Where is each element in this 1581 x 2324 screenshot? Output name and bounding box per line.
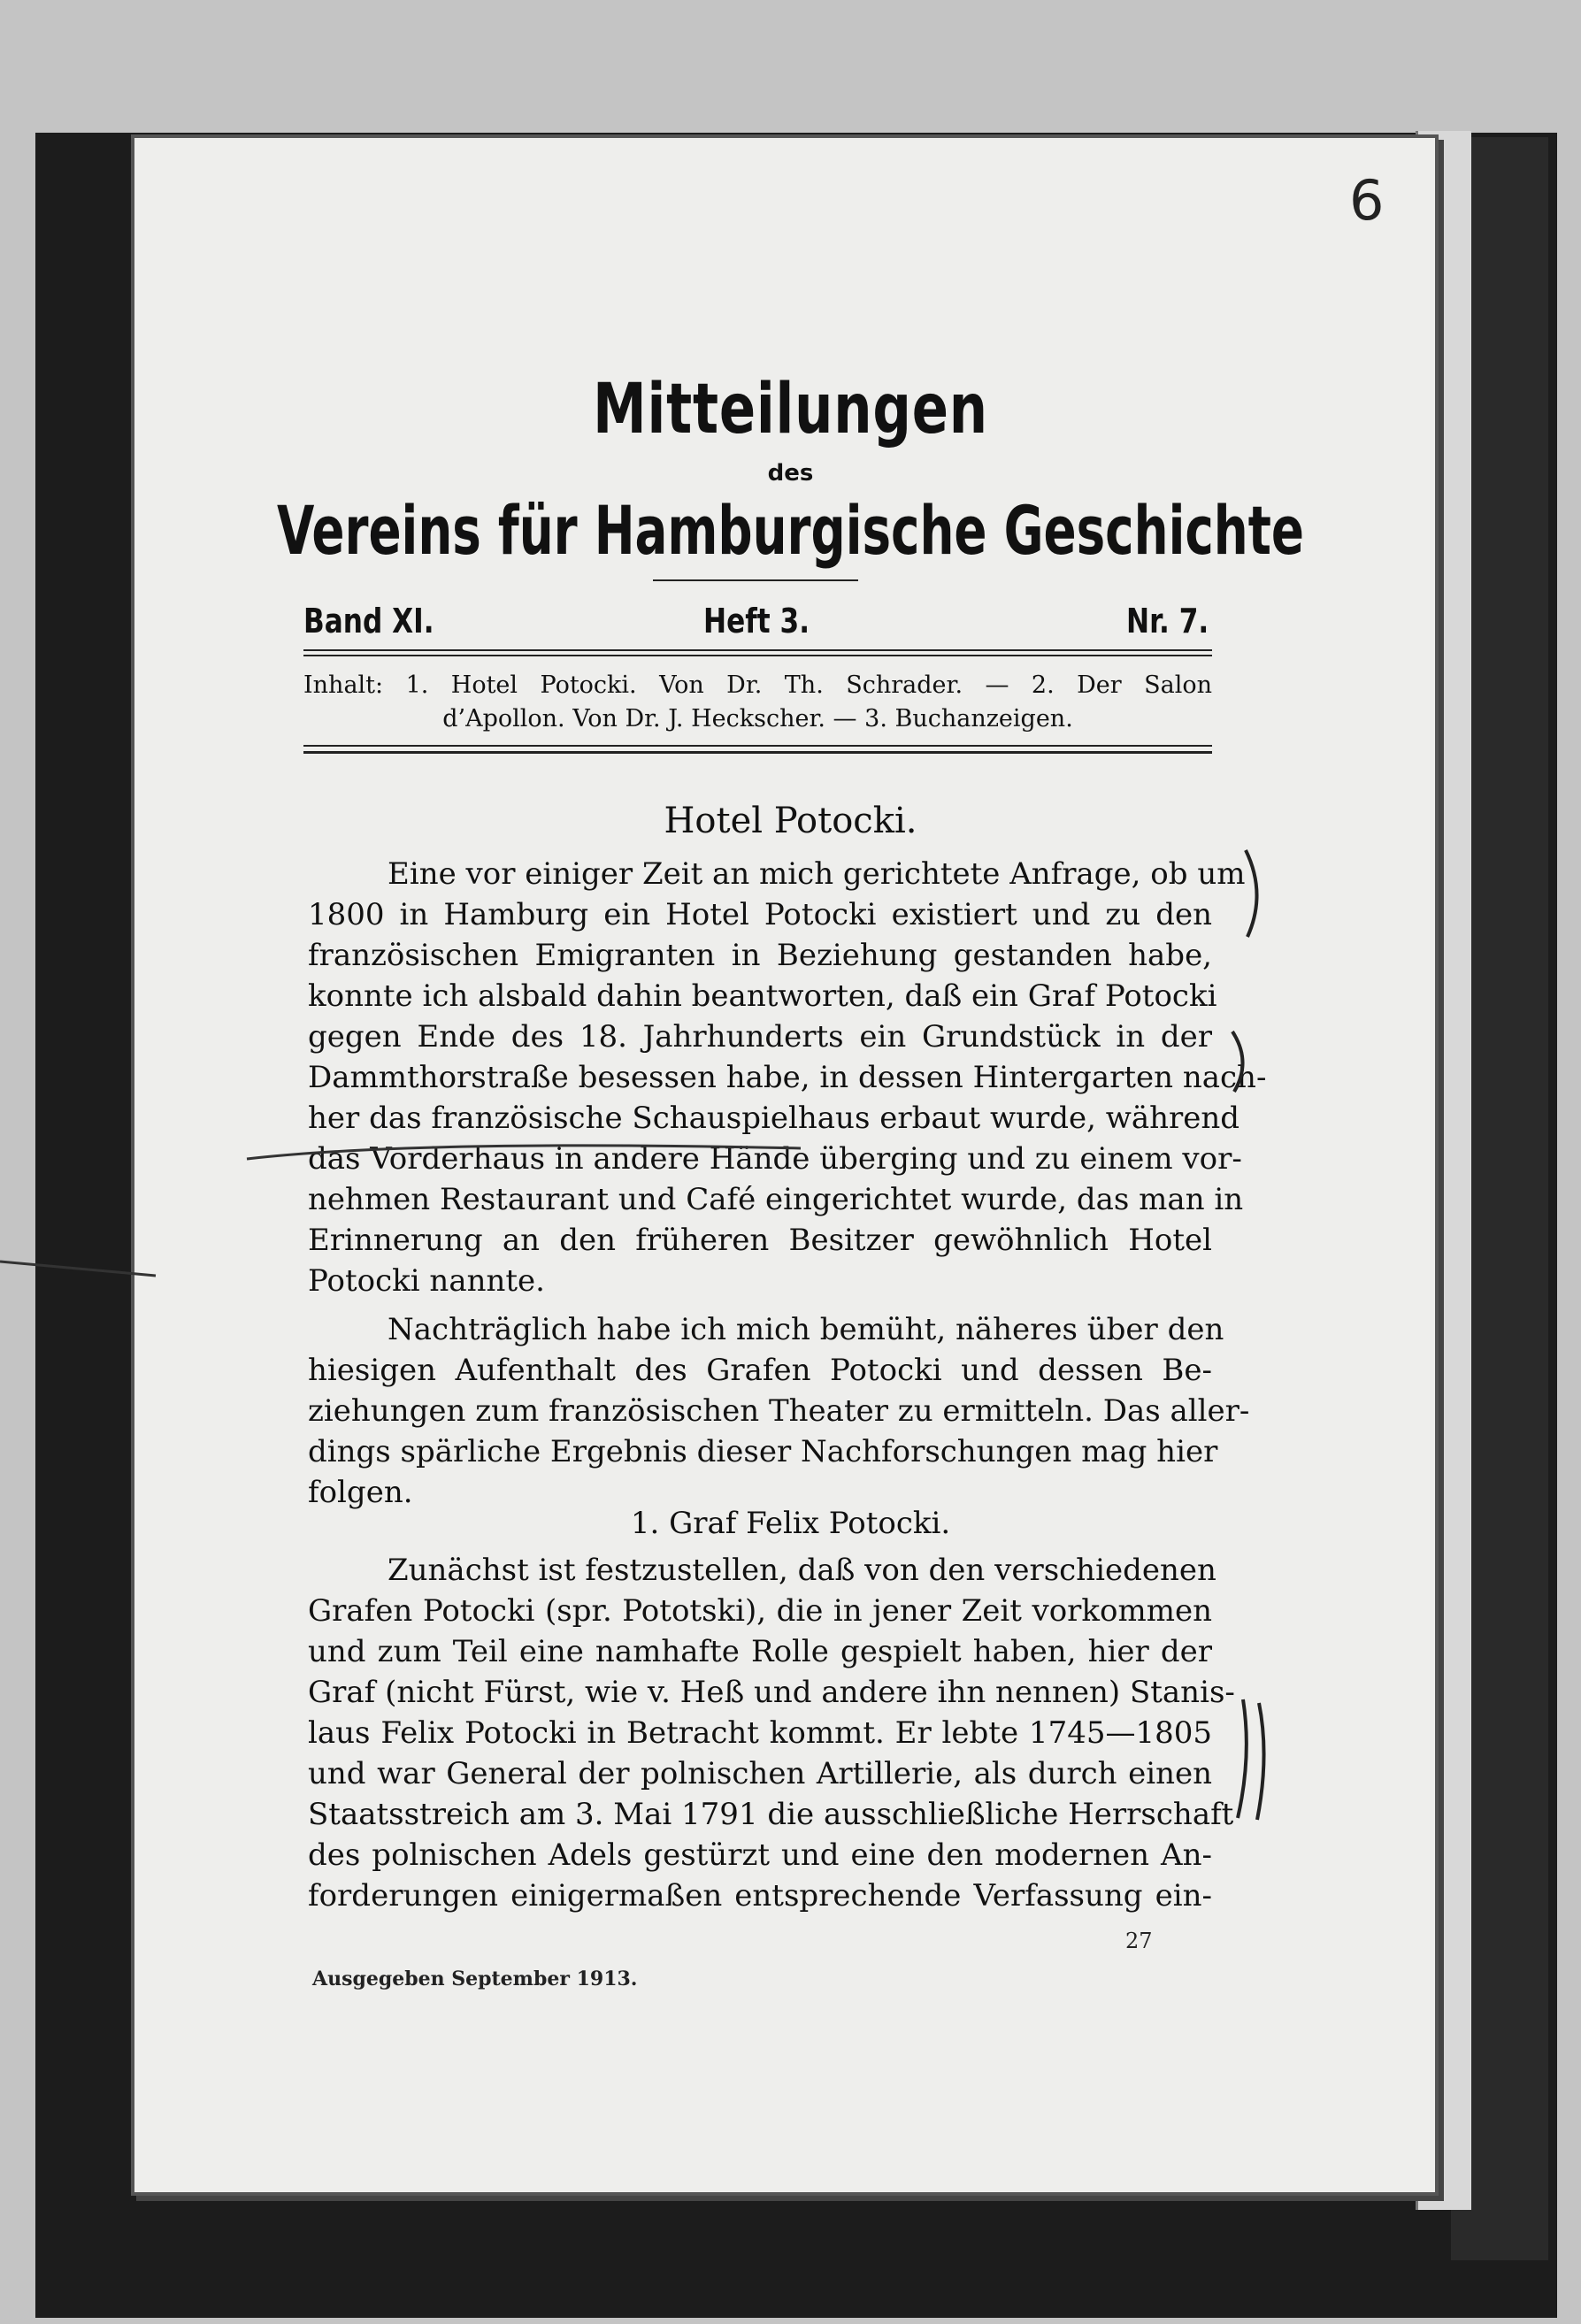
article-title: Hotel Potocki. bbox=[664, 801, 917, 841]
margin-double-line-mark bbox=[1225, 1694, 1278, 1827]
text-line: forderungen einigermaßen entsprechende Verfassung ein- bbox=[308, 1878, 1212, 1914]
table-of-contents bbox=[303, 669, 1212, 736]
text-line: hiesigen Aufenthalt des Grafen Potocki und dessen Be- bbox=[308, 1353, 1212, 1388]
issue-heft: Heft 3. bbox=[703, 602, 810, 640]
margin-bracket-mark bbox=[1225, 1026, 1261, 1097]
text-line: Grafen Potocki (spr. Pototski), die in jener Zeit vorkommen bbox=[308, 1593, 1212, 1629]
margin-bracket-mark bbox=[1239, 845, 1274, 942]
contents-rule-top-2 bbox=[303, 655, 1212, 656]
contents-rule-top-1 bbox=[303, 649, 1212, 651]
text-line: Erinnerung an den früheren Besitzer gewöhnlich Hotel bbox=[308, 1223, 1212, 1258]
issue-number: Nr. 7. bbox=[1126, 602, 1209, 640]
handwritten-page-number: 6 bbox=[1349, 168, 1385, 233]
text-line: des polnischen Adels gestürzt und eine den modernen An- bbox=[308, 1837, 1212, 1873]
section-title: 1. Graf Felix Potocki. bbox=[630, 1506, 951, 1541]
text-line: Eine vor einiger Zeit an mich gerichtete Anfrage, ob um bbox=[388, 856, 1246, 892]
text-line: französischen Emigranten in Beziehung gestanden habe, bbox=[308, 938, 1212, 973]
text-line: nehmen Restaurant und Café eingerichtet wurde, das man in bbox=[308, 1182, 1244, 1217]
contents-rule-bottom-1 bbox=[303, 745, 1212, 747]
text-line: laus Felix Potocki in Betracht kommt. Er lebte 1745—1805 bbox=[308, 1715, 1212, 1751]
text-line: Dammthorstraße besessen habe, in dessen Hintergarten nach- bbox=[308, 1060, 1267, 1095]
paragraph-1 bbox=[308, 854, 1267, 1301]
paragraph-2 bbox=[308, 1309, 1250, 1513]
text-line: und war General der polnischen Artillerie, als durch einen bbox=[308, 1756, 1212, 1791]
text-line: Zunächst ist festzustellen, daß von den verschiedenen bbox=[388, 1553, 1216, 1588]
masthead-title: Mitteilungen bbox=[593, 370, 988, 449]
masthead-rule bbox=[653, 579, 858, 581]
text-line: gegen Ende des 18. Jahrhunderts ein Grundstück in der bbox=[308, 1019, 1212, 1055]
text-line: her das französische Schauspielhaus erbaut wurde, während bbox=[308, 1101, 1240, 1136]
text-line: Potocki nannte. bbox=[308, 1263, 545, 1299]
masthead-subtitle: Vereins für Hamburgische Geschichte bbox=[276, 491, 1304, 570]
text-line: Graf (nicht Fürst, wie v. Heß und andere ihn nennen) Stanis- bbox=[308, 1675, 1235, 1710]
paragraph-3 bbox=[308, 1550, 1235, 1916]
text-line: dings spärliche Ergebnis dieser Nachforschungen mag hier bbox=[308, 1434, 1218, 1469]
printed-page-number: 27 bbox=[1125, 1929, 1153, 1953]
text-line: Nachträglich habe ich mich bemüht, näheres über den bbox=[388, 1312, 1224, 1347]
text-line: und zum Teil eine namhafte Rolle gespielt haben, hier der bbox=[308, 1634, 1212, 1669]
masthead-connector: des bbox=[767, 460, 814, 487]
contents-line-1: Inhalt: 1. Hotel Potocki. Von Dr. Th. Schrader. — 2. Der Salon bbox=[303, 671, 1212, 699]
text-line: Staatsstreich am 3. Mai 1791 die ausschließliche Herrschaft bbox=[308, 1797, 1234, 1832]
pencil-underline-mark bbox=[243, 1132, 810, 1168]
text-line: konnte ich alsbald dahin beantworten, daß ein Graf Potocki bbox=[308, 978, 1217, 1014]
issue-band: Band XI. bbox=[303, 602, 434, 640]
publication-date: Ausgegeben September 1913. bbox=[312, 1967, 638, 1990]
contents-line-2: d’Apollon. Von Dr. J. Heckscher. — 3. Buchanzeigen. bbox=[442, 705, 1073, 732]
contents-rule-bottom-2 bbox=[303, 751, 1212, 754]
pencil-margin-line bbox=[0, 1256, 159, 1283]
text-line: ziehungen zum französischen Theater zu ermitteln. Das aller- bbox=[308, 1393, 1250, 1429]
text-line: das Vorderhaus in andere Hände überging und zu einem vor- bbox=[308, 1141, 1242, 1177]
text-line: folgen. bbox=[308, 1475, 413, 1510]
text-line: 1800 in Hamburg ein Hotel Potocki existiert und zu den bbox=[308, 897, 1212, 932]
